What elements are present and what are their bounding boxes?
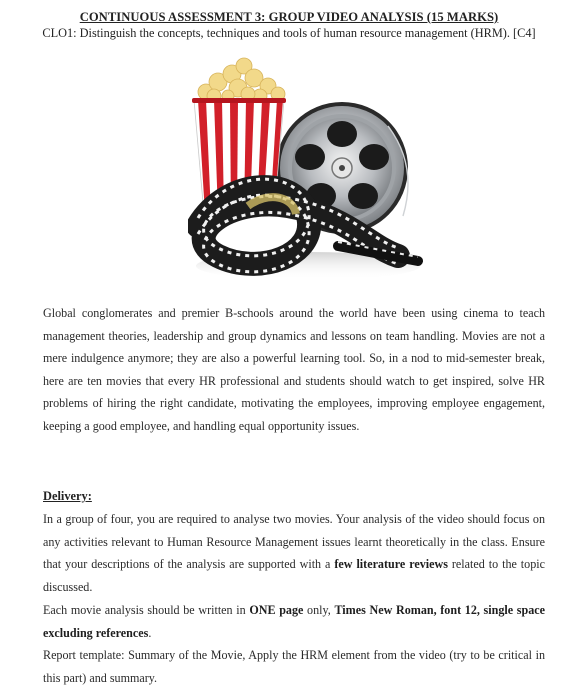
course-learning-outcome: CLO1: Distinguish the concepts, techniques and tools of human resource management (HRM). [C4] <box>42 26 536 40</box>
font-spec-emphasis: Times New Roman, font 12, single space excluding references <box>43 603 545 640</box>
delivery-text: In a group of four, you are required to analyse two movies. Your analysis of the video should focus on any activities relevant to Human Resource Management issues learnt theoretically in the class. Ensure that your descriptions of the analysis are supported with a <box>43 512 545 572</box>
document-header <box>0 9 578 41</box>
one-page-emphasis: ONE page <box>249 603 304 617</box>
intro-paragraph: Global conglomerates and premier B-schools around the world have been using cinema to teach management theories, leadership and group dynamics and lessons on team handling. Movies are not a mere indulgence anymore; they are also a powerful learning tool. So, in a nod to mid-semester break, here are ten movies that every HR professional and students should watch to get inspired, solve HR problems of hiring the right candidate, motivating the employees, improving employee engagement, keeping a good employee, and handling equal opportunity issues. <box>43 306 545 433</box>
literature-reviews-emphasis: few literature reviews <box>334 557 448 572</box>
format-text-c: . <box>148 625 152 640</box>
cinema-svg <box>188 56 428 288</box>
assessment-title: CONTINUOUS ASSESSMENT 3: GROUP VIDEO ANALYSIS (15 MARKS) <box>79 10 499 24</box>
delivery-text-tail: related to the topic discussed. <box>43 557 545 594</box>
cinema-illustration <box>188 56 428 288</box>
delivery-heading: Delivery: <box>43 489 92 503</box>
delivery-paragraph <box>43 508 545 598</box>
format-text-a: Each movie analysis should be written in <box>43 603 250 617</box>
format-text-b: only, <box>303 603 335 617</box>
format-paragraph <box>43 599 545 644</box>
report-template-paragraph: Report template: Summary of the Movie, Apply the HRM element from the video (try to be critical in this part) and summary. <box>43 648 545 685</box>
